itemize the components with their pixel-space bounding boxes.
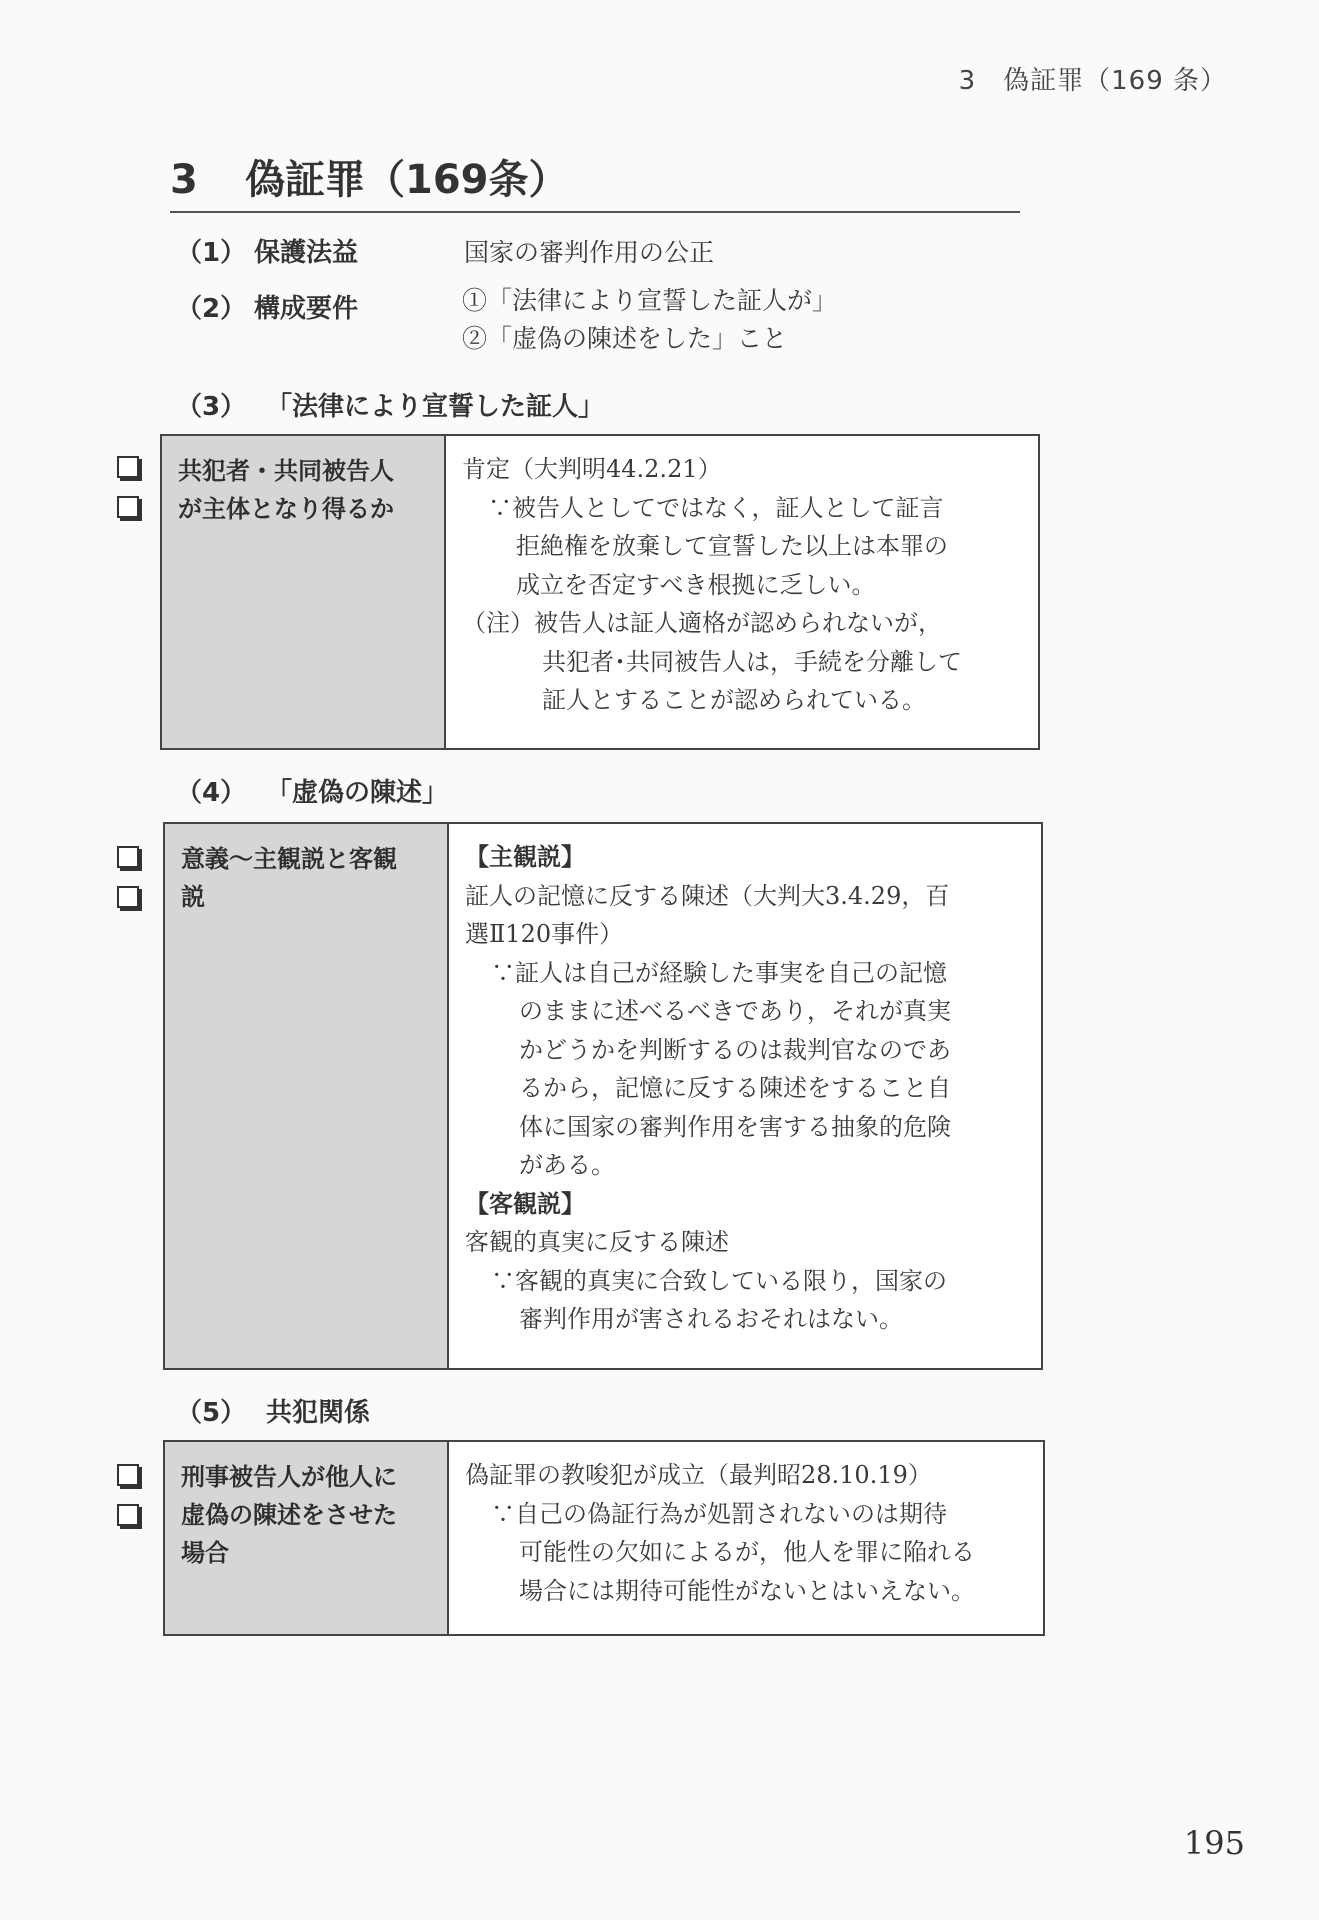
box-question-line: が主体となり得るか (178, 495, 394, 523)
checkbox-group-3 (117, 1464, 139, 1544)
item-value: 国家の審判作用の公正 (464, 238, 715, 267)
objective-heading: 【客観説】 (465, 1189, 585, 1218)
item-elements-values (462, 282, 837, 358)
answer-line: 体に国家の審判作用を害する抽象的危険 (519, 1112, 951, 1141)
box-question (165, 1442, 449, 1634)
box-meaning-of-false-testimony (163, 822, 1043, 1370)
item-number: （1） (176, 238, 247, 268)
sub-heading-number: （5） (176, 1398, 247, 1428)
box-question-line: 虚偽の陳述をさせた (181, 1501, 397, 1529)
box-answer (449, 1442, 1043, 1634)
answer-line: 成立を否定すべき根拠に乏しい。 (516, 570, 876, 599)
checkbox-group-1 (117, 456, 139, 536)
answer-line: のままに述べるべきであり，それが真実 (519, 997, 951, 1025)
sub-heading-4 (176, 772, 448, 809)
section-title (170, 148, 1020, 213)
answer-line: 選Ⅱ120事件） (465, 920, 624, 948)
box-question-line: 意義～主観説と客観 (181, 845, 397, 873)
item-number: （2） (176, 294, 247, 324)
box-question (162, 436, 446, 748)
box-question-line: 説 (181, 883, 205, 911)
section-title-text: 偽証罪（169条） (245, 157, 569, 203)
box-question (165, 824, 449, 1368)
subjective-heading: 【主観説】 (465, 843, 585, 871)
answer-line: ∵自己の偽証行為が処罰されないのは期待 (491, 1499, 947, 1528)
item-elements (176, 288, 464, 325)
answer-line: 証人とすることが認められている。 (542, 686, 926, 714)
checkbox-group-2 (117, 846, 139, 926)
item-value: ①「法律により宣誓した証人が」 (462, 286, 838, 315)
box-question-line: 共犯者・共同被告人 (178, 457, 394, 485)
running-header: 3 偽証罪（169 条） (958, 66, 1227, 96)
answer-line: 場合には期待可能性がないとはいえない。 (519, 1576, 975, 1605)
sub-heading-3 (176, 386, 604, 423)
box-accomplice-as-subject (160, 434, 1040, 750)
answer-line: 肯定（大判明44.2.21） (462, 455, 722, 483)
answer-line: 共犯者･共同被告人は，手続を分離して (542, 647, 962, 676)
answer-line: ∵証人は自己が経験した事実を自己の記憶 (491, 958, 947, 987)
answer-line: 審判作用が害されるおそれはない。 (519, 1305, 903, 1333)
answer-line: 客観的真実に反する陳述 (465, 1228, 729, 1256)
checkbox[interactable] (117, 886, 139, 908)
answer-line: 証人の記憶に反する陳述（大判大3.4.29，百 (465, 881, 950, 910)
checkbox[interactable] (117, 1464, 139, 1486)
sub-heading-number: （3） (176, 392, 247, 422)
answer-line: るから，記憶に反する陳述をすること自 (519, 1074, 951, 1102)
item-value: ②「虚偽の陳述をした」こと (462, 324, 788, 353)
answer-note: （注）被告人は証人適格が認められないが， (462, 609, 942, 637)
page-number: 195 (1183, 1824, 1245, 1862)
sub-heading-number: （4） (176, 778, 247, 808)
sub-heading-title: 「虚偽の陳述」 (266, 778, 449, 808)
answer-line: かどうかを判断するのは裁判官なのであ (519, 1035, 951, 1064)
sub-heading-5 (176, 1392, 370, 1429)
box-answer (446, 436, 1038, 748)
answer-line: 拒絶権を放棄して宣誓した以上は本罪の (516, 532, 948, 560)
item-label: 保護法益 (254, 238, 359, 268)
answer-line: 可能性の欠如によるが，他人を罪に陥れる (519, 1538, 975, 1566)
section-number: 3 (170, 157, 198, 203)
sub-heading-title: 共犯関係 (266, 1398, 371, 1428)
item-label: 構成要件 (254, 294, 359, 324)
checkbox[interactable] (117, 846, 139, 868)
box-answer (449, 824, 1041, 1368)
answer-line: ∵客観的真実に合致している限り，国家の (491, 1266, 947, 1295)
checkbox[interactable] (117, 496, 139, 518)
sub-heading-title: 「法律により宣誓した証人」 (266, 392, 605, 422)
answer-line: ∵被告人としてではなく，証人として証言 (488, 493, 944, 522)
answer-line: がある。 (519, 1151, 615, 1179)
box-question-line: 刑事被告人が他人に (181, 1463, 397, 1491)
box-complicity (163, 1440, 1045, 1636)
checkbox[interactable] (117, 1504, 139, 1526)
checkbox[interactable] (117, 456, 139, 478)
box-question-line: 場合 (181, 1539, 229, 1567)
item-protected-interest (176, 232, 714, 269)
answer-line: 偽証罪の教唆犯が成立（最判昭28.10.19） (465, 1461, 932, 1489)
